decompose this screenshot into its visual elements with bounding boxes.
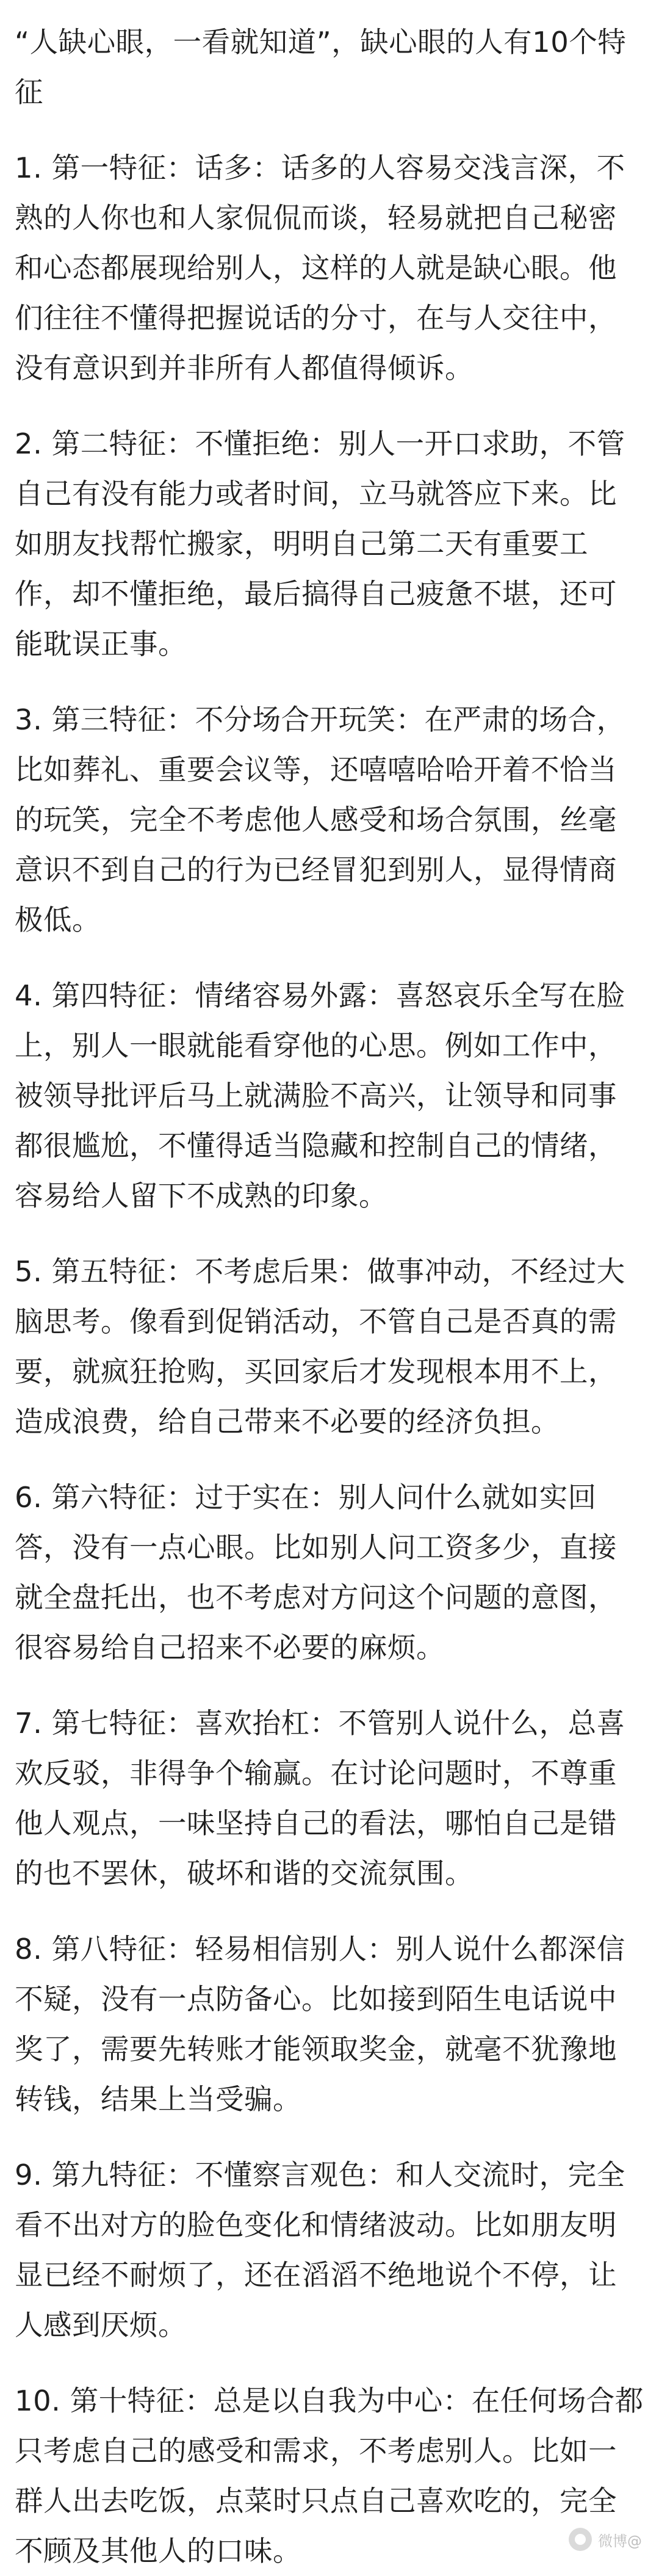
- watermark: [569, 2528, 642, 2551]
- weibo-logo-icon: [569, 2528, 592, 2551]
- paragraph-feature-2: 2. 第二特征：不懂拒绝：别人一开口求助，不管自己有没有能力或者时间，立马就答应下来。比如朋友找帮忙搬家，明明自己第二天有重要工作，却不懂拒绝，最后搞得自己疲惫不堪，还可能耽误正事。: [15, 427, 625, 660]
- paragraph-feature-3: 3. 第三特征：不分场合开玩笑：在严肃的场合，比如葬礼、重要会议等，还嘻嘻哈哈开着不恰当的玩笑，完全不考虑他人感受和场合氛围，丝毫意识不到自己的行为已经冒犯到别人，显得情商极低。: [15, 703, 625, 936]
- paragraph-feature-10: 10. 第十特征：总是以自我为中心：在任何场合都只考虑自己的感受和需求，不考虑别人。比如一群人出去吃饭，点菜时只点自己喜欢吃的，完全不顾及其他人的口味。: [15, 2384, 644, 2567]
- paragraph-feature-8: 8. 第八特征：轻易相信别人：别人说什么都深信不疑，没有一点防备心。比如接到陌生电话说中奖了，需要先转账才能领取奖金，就毫不犹豫地转钱，结果上当受骗。: [15, 1933, 625, 2116]
- article-title: “人缺心眼，一看就知道”，缺心眼的人有10个特征: [15, 26, 627, 109]
- paragraph-feature-9: 9. 第九特征：不懂察言观色：和人交流时，完全看不出对方的脸色变化和情绪波动。比如朋友明显已经不耐烦了，还在滔滔不绝地说个不停，让人感到厌烦。: [15, 2158, 625, 2342]
- paragraph-feature-6: 6. 第六特征：过于实在：别人问什么就如实回答，没有一点心眼。比如别人问工资多少，直接就全盘托出，也不考虑对方问这个问题的意图，很容易给自己招来不必要的麻烦。: [15, 1481, 617, 1664]
- paragraph-feature-1: 1. 第一特征：话多：话多的人容易交浅言深，不熟的人你也和人家侃侃而谈，轻易就把自己秘密和心态都展现给别人，这样的人就是缺心眼。他们往往不懂得把握说话的分寸，在与人交往中，没有意识到并非所有人都值得倾诉。: [15, 151, 625, 385]
- watermark-text: 微博@: [598, 2532, 642, 2550]
- paragraph-feature-5: 5. 第五特征：不考虑后果：做事冲动，不经过大脑思考。像看到促销活动，不管自己是否真的需要，就疯狂抢购，买回家后才发现根本用不上，造成浪费，给自己带来不必要的经济负担。: [15, 1255, 625, 1438]
- paragraph-feature-4: 4. 第四特征：情绪容易外露：喜怒哀乐全写在脸上，别人一眼就能看穿他的心思。例如工作中，被领导批评后马上就满脸不高兴，让领导和同事都很尴尬，不懂得适当隐藏和控制自己的情绪，容易给人留下不成熟的印象。: [15, 979, 625, 1212]
- paragraph-feature-7: 7. 第七特征：喜欢抬杠：不管别人说什么，总喜欢反驳，非得争个输赢。在讨论问题时，不尊重他人观点，一味坚持自己的看法，哪怕自己是错的也不罢休，破坏和谐的交流氛围。: [15, 1707, 625, 1890]
